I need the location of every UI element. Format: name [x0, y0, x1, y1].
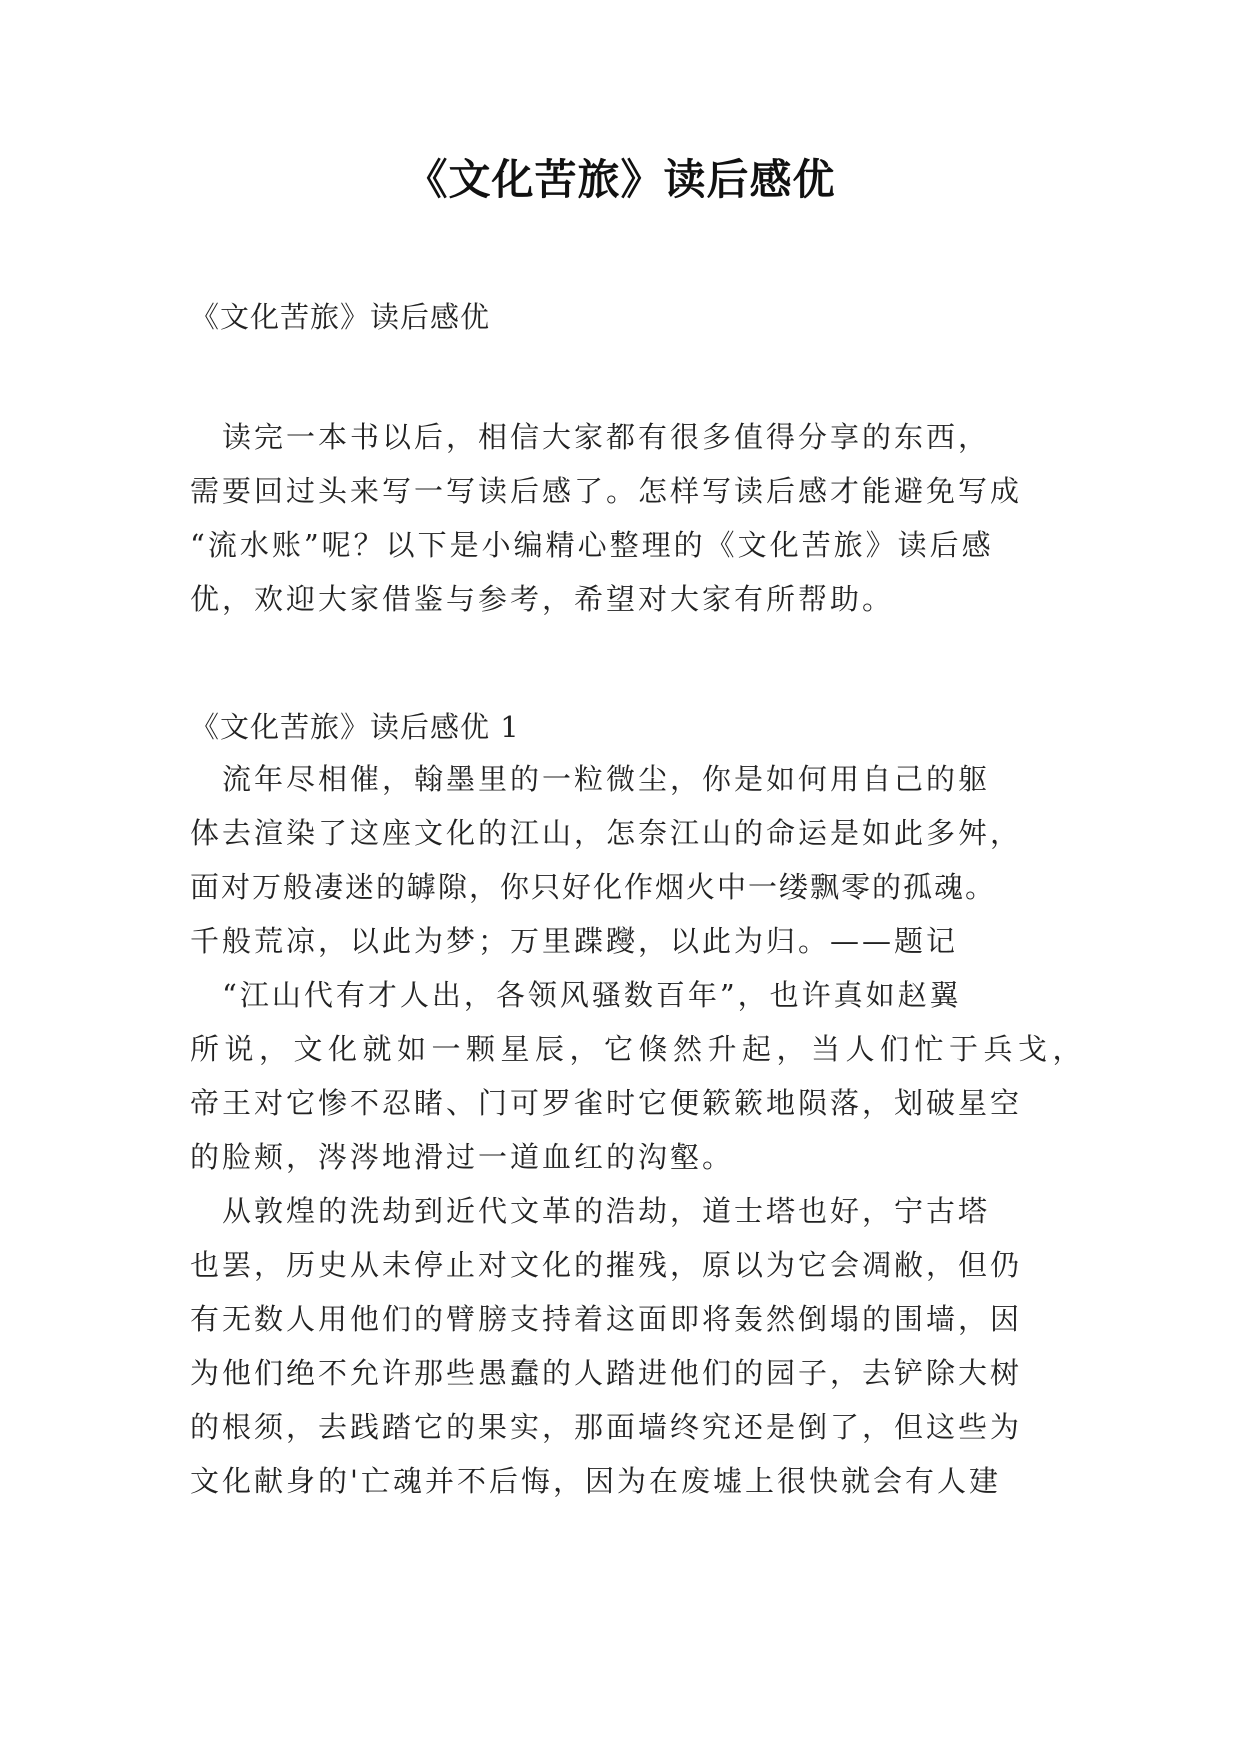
- section-line: 所说，文化就如一颗星辰，它倏然升起，当人们忙于兵戈，: [190, 1032, 1088, 1066]
- section-line: 文化献身的'亡魂并不后悔，因为在废墟上很快就会有人建: [190, 1464, 1001, 1498]
- section-line: 的根须，去践踏它的果实，那面墙终究还是倒了，但这些为: [190, 1410, 1023, 1444]
- intro-line: “流水账”呢？以下是小编精心整理的《文化苦旅》读后感: [190, 528, 994, 562]
- intro-line: 读完一本书以后，相信大家都有很多值得分享的东西，: [190, 420, 991, 454]
- section-line: 也罢，历史从未停止对文化的摧残，原以为它会凋敝，但仍: [190, 1248, 1023, 1282]
- section-heading: 《文化苦旅》读后感优 1: [190, 710, 520, 744]
- section-line: 流年尽相催，翰墨里的一粒微尘，你是如何用自己的躯: [190, 762, 991, 796]
- document-subtitle: 《文化苦旅》读后感优: [190, 300, 491, 334]
- intro-paragraph: [190, 410, 1070, 626]
- section-line: 的脸颊，涔涔地滑过一道血红的沟壑。: [190, 1140, 735, 1174]
- section-line: 为他们绝不允许那些愚蠢的人踏进他们的园子，去铲除大树: [190, 1356, 1023, 1390]
- section-line: 有无数人用他们的臂膀支持着这面即将轰然倒塌的围墙，因: [190, 1302, 1023, 1336]
- intro-line: 优，欢迎大家借鉴与参考，希望对大家有所帮助。: [190, 582, 895, 616]
- section-line: 千般荒凉，以此为梦；万里蹀躞，以此为归。——题记: [190, 924, 959, 958]
- section-line: 从敦煌的洗劫到近代文革的浩劫，道士塔也好，宁古塔: [190, 1194, 991, 1228]
- document-title: 《文化苦旅》读后感优: [405, 155, 836, 204]
- intro-line: 需要回过头来写一写读后感了。怎样写读后感才能避免写成: [190, 474, 1023, 508]
- section-line: 帝王对它惨不忍睹、门可罗雀时它便簌簌地陨落，划破星空: [190, 1086, 1023, 1120]
- section-line: 体去渲染了这座文化的江山，怎奈江山的命运是如此多舛，: [190, 816, 1023, 850]
- section-line: “江山代有才人出，各领风骚数百年”，也许真如赵翼: [190, 978, 962, 1012]
- section-body: [190, 752, 1088, 1508]
- section-line: 面对万般凄迷的罅隙，你只好化作烟火中一缕飘零的孤魂。: [190, 870, 997, 904]
